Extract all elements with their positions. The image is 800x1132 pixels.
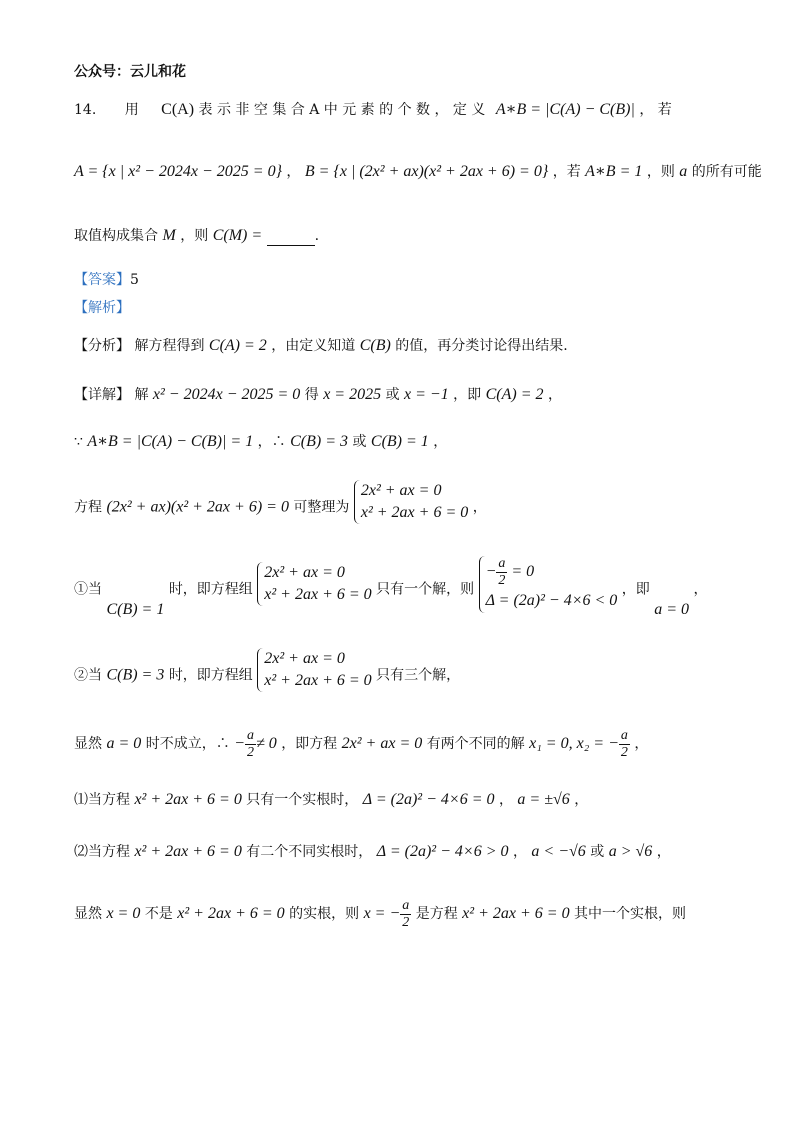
- text: ，: [433, 434, 448, 450]
- text: ，: [693, 581, 708, 598]
- condition-1: − $\frac{a}{2}$ = 0: [485, 556, 535, 588]
- text: 只有一个实根时，: [246, 792, 359, 808]
- math: C(B) = 1: [370, 433, 429, 450]
- text: 时，即方程组: [168, 667, 253, 684]
- because-line: [74, 432, 447, 452]
- header-source: 公众号：云儿和花: [74, 64, 186, 80]
- math: x₁ = 0, x₂ = − $\frac{a}{2}$: [529, 727, 628, 760]
- sub-case-1-line: [74, 790, 588, 810]
- text: ，: [634, 736, 649, 752]
- set-a-definition: A = {x | x² − 2024x − 2025 = 0}: [74, 163, 282, 180]
- text: ，: [547, 387, 562, 403]
- system-equation-1: 2x² + ax = 0: [360, 482, 442, 499]
- text: 的值，再分类讨论得出结果.: [395, 338, 568, 354]
- math: C(A) = 2: [485, 386, 544, 403]
- q14-math: C(M) =: [212, 227, 263, 244]
- equation-system: [257, 648, 371, 703]
- question-number: 14.: [74, 102, 97, 118]
- case-2-marker: ②当: [74, 667, 102, 684]
- question-14-line-3: [74, 226, 319, 246]
- math: x² + 2ax + 6 = 0: [134, 843, 242, 860]
- answer-value: 5: [130, 272, 139, 288]
- text: 或: [352, 434, 367, 450]
- text: 得: [304, 387, 319, 403]
- obvious-line-2: [74, 896, 686, 932]
- text: 是方程: [415, 906, 458, 922]
- system-equation-2: x² + 2ax + 6 = 0: [264, 586, 372, 603]
- question-14-line-1: [74, 100, 672, 120]
- math: x = − $\frac{a}{2}$: [363, 897, 410, 930]
- q14-math: C(A): [161, 101, 195, 118]
- math: x² + 2ax + 6 = 0: [462, 905, 570, 922]
- text: ，: [656, 844, 671, 860]
- system-equation-2: x² + 2ax + 6 = 0: [264, 672, 372, 689]
- sub-case-2-line: [74, 842, 671, 862]
- text: ，: [472, 499, 487, 516]
- text: 的实根，则: [289, 906, 360, 922]
- q14-text: 表 示 非 空 集 合 A 中 元 素 的 个 数 ， 定 义: [198, 102, 486, 118]
- math: a < −√6: [531, 843, 586, 860]
- system-equation-1: 2x² + ax = 0: [264, 564, 345, 581]
- math: x = 0: [106, 905, 141, 922]
- math: C(B): [359, 337, 391, 354]
- text: ⑵当方程: [74, 844, 130, 860]
- q14-math: M: [162, 227, 176, 244]
- obvious-line-1: [74, 726, 648, 762]
- case-2-line: [74, 648, 460, 703]
- detail-line-1: [74, 385, 562, 405]
- text: 或: [385, 387, 400, 403]
- math: A∗B = |C(A) − C(B)| = 1: [87, 433, 254, 450]
- text: 有两个不同的解: [426, 736, 525, 752]
- condition-system: [479, 556, 618, 623]
- math: a = 0: [654, 600, 690, 618]
- text: 不是: [144, 906, 173, 922]
- q14-math: a: [679, 163, 688, 180]
- equation-system: [354, 480, 468, 535]
- text: ，: [512, 844, 527, 860]
- math: (2x² + ax)(x² + 2ax + 6) = 0: [106, 498, 289, 516]
- system-equation-1: 2x² + ax = 0: [264, 650, 345, 667]
- q14-text: ， 若: [639, 102, 672, 118]
- text: ⑴当方程: [74, 792, 130, 808]
- text: 时，即方程组: [168, 581, 253, 598]
- set-b-definition: B = {x | (2x² + ax)(x² + 2ax + 6) = 0}: [304, 163, 549, 180]
- math: − $\frac{a}{2}$ ≠ 0: [234, 727, 277, 760]
- math: 2x² + ax = 0: [341, 735, 423, 752]
- answer-blank: [267, 231, 315, 246]
- math: x² + 2ax + 6 = 0: [177, 905, 285, 922]
- q14-text: ，则: [180, 228, 209, 244]
- math: a = 0: [106, 735, 142, 752]
- question-14-line-2: [74, 162, 762, 182]
- system-equation-2: x² + 2ax + 6 = 0: [360, 504, 469, 521]
- text: ，: [574, 792, 589, 808]
- math: x = 2025: [323, 386, 382, 403]
- math: a > √6: [608, 843, 653, 860]
- equation-system-line: [74, 480, 487, 535]
- q14-text: 的所有可能: [691, 164, 762, 180]
- text: 有二个不同实根时，: [246, 844, 373, 860]
- text: 显然: [74, 736, 102, 752]
- text: 或: [590, 844, 605, 860]
- condition-2: Δ = (2a)² − 4×6 < 0: [485, 592, 618, 609]
- math: C(A) = 2: [208, 337, 267, 354]
- text: ，∴: [257, 434, 286, 450]
- math: x² − 2024x − 2025 = 0: [152, 386, 301, 403]
- analysis-label: 【解析】: [74, 300, 130, 316]
- text: 时不成立，∴: [145, 736, 230, 752]
- text: 显然: [74, 906, 102, 922]
- because-symbol: ∵: [74, 434, 83, 450]
- detail-label: 【详解】: [74, 387, 130, 403]
- text: 解: [134, 387, 149, 403]
- text: 可整理为: [293, 499, 350, 516]
- q14-text: 取值构成集合: [74, 228, 158, 244]
- equation-system: [257, 562, 371, 617]
- answer-line: [74, 270, 139, 290]
- q14-text: ，: [286, 164, 301, 180]
- math: C(B) = 3: [290, 433, 348, 450]
- math: C(B) = 3: [106, 666, 165, 684]
- q14-text: 用: [124, 102, 139, 118]
- text: 只有一个解，则: [376, 581, 475, 598]
- q14-text: ，若: [552, 164, 581, 180]
- text: 只有三个解，: [376, 667, 461, 684]
- q14-math: A∗B = 1: [585, 163, 643, 180]
- math: x = −1: [404, 386, 449, 403]
- text: 其中一个实根，则: [574, 906, 687, 922]
- text: 解方程得到: [134, 338, 205, 354]
- math: x² + 2ax + 6 = 0: [134, 791, 242, 808]
- text: 方程: [74, 499, 102, 516]
- q14-math: A∗B = |C(A) − C(B)|: [495, 101, 635, 118]
- math: a = ±√6: [517, 791, 570, 808]
- text: ，即: [621, 581, 650, 598]
- fenxi-label: 【分析】: [74, 338, 130, 354]
- q14-text: .: [314, 228, 320, 244]
- math: Δ = (2a)² − 4×6 = 0: [362, 791, 495, 808]
- text: ，即方程: [281, 736, 338, 752]
- analysis-summary: [74, 336, 568, 356]
- text: ，由定义知道: [271, 338, 356, 354]
- text: ，: [498, 792, 513, 808]
- math: C(B) = 1: [106, 600, 165, 618]
- case-1-marker: ①当: [74, 581, 102, 598]
- case-1-line: [74, 556, 707, 623]
- answer-label: 【答案】: [74, 272, 130, 288]
- q14-text: ，则: [646, 164, 675, 180]
- math: Δ = (2a)² − 4×6 > 0: [376, 843, 509, 860]
- text: ，即: [453, 387, 482, 403]
